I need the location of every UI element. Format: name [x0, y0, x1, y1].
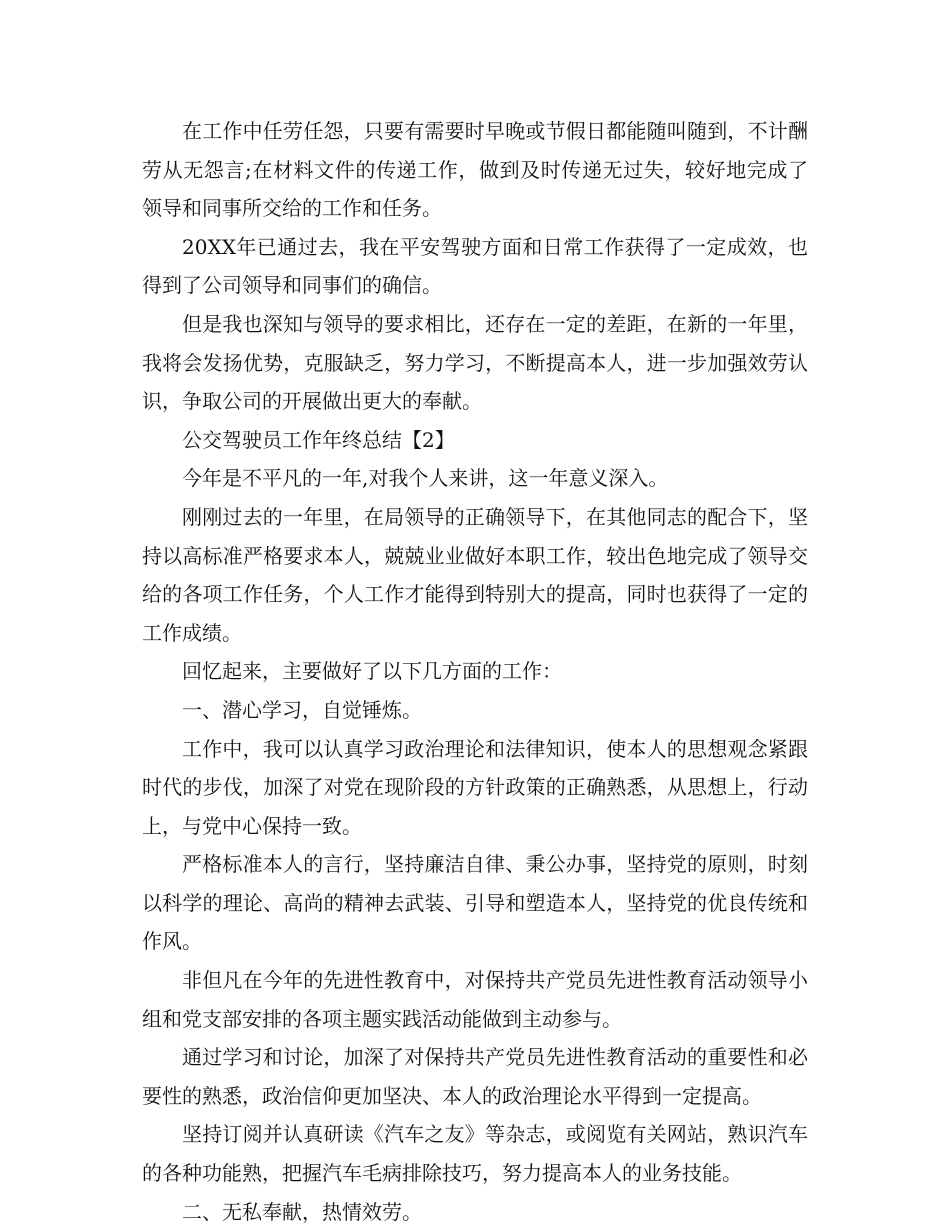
paragraph-3: 但是我也深知与领导的要求相比，还存在一定的差距，在新的一年里，我将会发扬优势，克服缺乏，努力学习，不断提高本人，进一步加强效劳认识，争取公司的开展做出更大的奉献。: [142, 311, 808, 414]
section-heading-2: 公交驾驶员工作年终总结【2】: [182, 427, 455, 452]
paragraph-2: 20XX年已通过去，我在平安驾驶方面和日常工作获得了一定成效，也得到了公司领导和同事们的确信。: [142, 234, 808, 298]
document-body: [142, 112, 808, 1231]
subheading-1: 一、潜心学习，自觉锤炼。: [182, 697, 422, 722]
paragraph-5: 今年是不平凡的一年,对我个人来讲，这一年意义深入。: [182, 466, 669, 491]
subheading-2: 二、无私奉献，热情效劳。: [182, 1199, 422, 1224]
paragraph-1: 在工作中任劳任怨，只要有需要时早晚或节假日都能随叫随到，不计酬劳从无怨言;在材料文件的传递工作，做到及时传递无过失，较好地完成了领导和同事所交给的工作和任务。: [142, 119, 808, 221]
paragraph-9: 工作中，我可以认真学习政治理论和法律知识，使本人的思想观念紧跟时代的步伐，加深了对党在现阶段的方针政策的正确熟悉，从思想上，行动上，与党中心保持一致。: [142, 736, 808, 838]
paragraph-6: 刚刚过去的一年里，在局领导的正确领导下，在其他同志的配合下，坚持以高标准严格要求本人，兢兢业业做好本职工作，较出色地完成了领导交给的各项工作任务，个人工作才能得到特别大的提高，同时也获得了一定的工作成绩。: [142, 504, 808, 645]
paragraph-13: 坚持订阅并认真研读《汽车之友》等杂志，或阅览有关网站，熟识汽车的各种功能熟，把握汽车毛病排除技巧，努力提高本人的业务技能。: [142, 1122, 808, 1186]
paragraph-12: 通过学习和讨论，加深了对保持共产党员先进性教育活动的重要性和必要性的熟悉，政治信仰更加坚决、本人的政治理论水平得到一定提高。: [142, 1045, 808, 1108]
paragraph-10: 严格标准本人的言行，坚持廉洁自律、秉公办事，坚持党的原则，时刻以科学的理论、高尚的精神去武装、引导和塑造本人，坚持党的优良传统和作风。: [142, 852, 808, 954]
paragraph-7: 回忆起来，主要做好了以下几方面的工作：: [182, 659, 562, 684]
paragraph-11: 非但凡在今年的先进性教育中，对保持共产党员先进性教育活动领导小组和党支部安排的各项主题实践活动能做到主动参与。: [142, 968, 808, 1031]
